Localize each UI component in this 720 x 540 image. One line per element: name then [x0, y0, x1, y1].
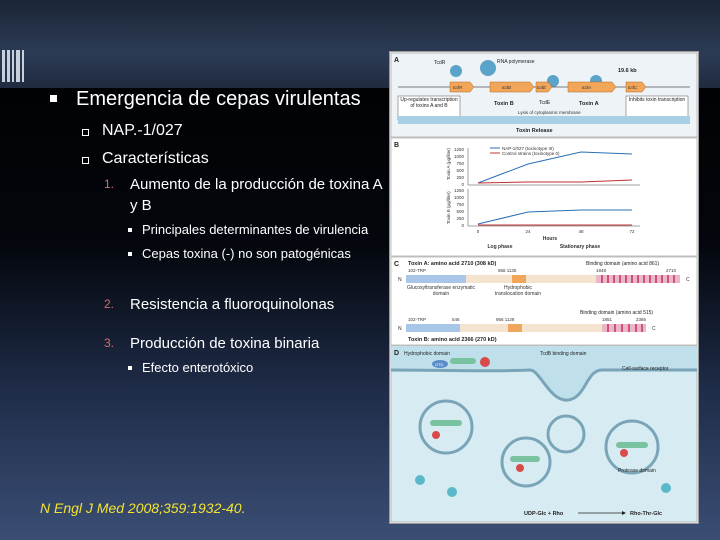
tcde-label: TcdE [539, 100, 551, 106]
panel-b [391, 138, 697, 256]
box-inhibits: Inhibits toxin transcription [628, 97, 686, 103]
rna-polymerase-label: RNA polymerase [497, 59, 535, 65]
bullet-main: Emergencia de cepas virulentas [46, 86, 386, 112]
panel-b-letter: B [394, 142, 400, 149]
scientific-figure [389, 51, 699, 524]
hydrophobic-label: Hydrophobic domain [404, 351, 450, 357]
bullet-nap: NAP.-1/027 [46, 120, 386, 142]
toxin-b-number: 102-TRP [408, 317, 427, 322]
small-square-bullet-icon [128, 228, 132, 232]
translocation-label: Hydrophobic translocation domain [494, 285, 542, 297]
gene-tcdc: tcdC [628, 85, 638, 90]
c-terminus: C [686, 277, 690, 283]
panel-a-letter: A [394, 57, 400, 64]
ylabel-b: Toxin B (μg/liter) [446, 191, 451, 224]
gt-domain-label: Glucosyltransferase enzymatic domain [406, 285, 476, 297]
ytick-a: 500 [456, 168, 464, 173]
phase-stationary: Stationary phase [559, 244, 601, 250]
toxin-b-number: 1851 [602, 317, 613, 322]
ytick-a: 1250 [453, 147, 464, 152]
ytick-a: 750 [456, 161, 464, 166]
toxin-b-title: Toxin B: amino acid 2366 (270 kD) [408, 337, 497, 343]
hollow-square-bullet-icon [82, 157, 89, 164]
bullet-caracteristicas: Características [46, 148, 386, 170]
small-square-bullet-icon [128, 366, 132, 370]
panel-a [391, 53, 697, 137]
lysis-label: Lysis of cytoplasmic membrane [518, 110, 581, 115]
ytick-a: 1000 [453, 154, 464, 159]
panel-d-letter: D [394, 350, 400, 357]
gene-tcde: tcdE [537, 85, 547, 90]
gene-tcdb: tcdB [502, 85, 512, 90]
box-upregulates: Up-regulates transcription of toxins A and B [400, 97, 458, 109]
udp-label: UDP-Glc + Rho [524, 511, 564, 517]
xtick: 24 [525, 229, 531, 234]
bullet-virulencia: Principales determinantes de virulencia [46, 220, 386, 240]
receptor-label: Cell-surface receptor [622, 366, 669, 372]
panel-c-letter: C [394, 261, 400, 268]
ytick-b: 250 [456, 216, 464, 221]
bullet-cepas: Cepas toxina (-) no son patogénicas [46, 244, 386, 264]
gene-tcdr: tcdR [453, 85, 463, 90]
tcdr-label: TcdR [434, 60, 446, 66]
toxin-release-label: Toxin Release [516, 128, 553, 134]
xtick: 0 [476, 229, 480, 234]
ytick-b: 500 [456, 209, 464, 214]
toxin-a-binding: Binding domain (amino acid 861) [586, 261, 660, 267]
numbered-item-2: 2. Resistencia a fluoroquinolonas [104, 296, 335, 313]
square-bullet-icon [50, 95, 57, 102]
protease-label: Protease domain [618, 468, 656, 474]
toxin-b-binding: Binding domain (amino acid 515) [580, 310, 654, 316]
xlabel-hours: Hours [542, 236, 558, 242]
toxin-b-number: 2366 [636, 317, 647, 322]
numbered-item-1: 1. Aumento de la producción de toxina A y B [104, 176, 382, 214]
rho-label: Rho-Thr-Glc [630, 511, 663, 517]
n-terminus: N [398, 277, 402, 283]
toxin-b-number: 546 [452, 317, 460, 322]
ylabel-a: Toxin A (μg/liter) [446, 147, 451, 180]
bullet-enterotoxico: Efecto enterotóxico [46, 358, 386, 378]
toxin-a-number: 1848 [596, 268, 607, 273]
binding-label: TcdB binding domain [540, 351, 587, 357]
toxin-a-number: 958 1130 [498, 268, 517, 273]
small-square-bullet-icon [128, 252, 132, 256]
toxin-a-number: 102-TRP [408, 268, 427, 273]
numbered-item-3: 3. Producción de toxina binaria [104, 335, 320, 352]
phase-log: Log phase [487, 244, 513, 250]
xtick: 48 [578, 229, 584, 234]
gene-tcda: tcdA [582, 85, 592, 90]
legend-nap: NAP-1/027 (toxinotype III) [502, 146, 554, 151]
decorative-lines [2, 50, 24, 84]
c-terminus: C [652, 326, 656, 332]
toxin-b-label: Toxin B [494, 101, 514, 107]
citation: N Engl J Med 2008;359:1932-40. [40, 500, 246, 516]
panel-c [391, 257, 697, 345]
tcdr-protein-icon [450, 65, 462, 77]
xtick: 72 [629, 229, 635, 234]
ytick-b: 1250 [453, 188, 464, 193]
toxin-a-label: Toxin A [579, 101, 599, 107]
polymerase-icon [480, 60, 496, 76]
ytick-b: 750 [456, 202, 464, 207]
ytick-b: 0 [461, 223, 464, 228]
n-terminus: N [398, 326, 402, 332]
ytick-b: 1000 [453, 195, 464, 200]
size-label: 19.6 kb [618, 68, 637, 74]
ytick-a: 250 [456, 175, 464, 180]
toxin-b-number: 956 1128 [496, 317, 515, 322]
bullet-list [46, 86, 386, 378]
hollow-square-bullet-icon [82, 129, 89, 136]
toxin-a-title: Toxin A: amino acid 2710 (308 kD) [408, 261, 497, 267]
gtd-label: GTD [435, 362, 444, 367]
ytick-a: 0 [461, 182, 464, 187]
legend-control: Control strains (toxinotype 0) [502, 151, 560, 156]
panel-d [391, 346, 697, 522]
toxin-a-number: 2710 [666, 268, 677, 273]
